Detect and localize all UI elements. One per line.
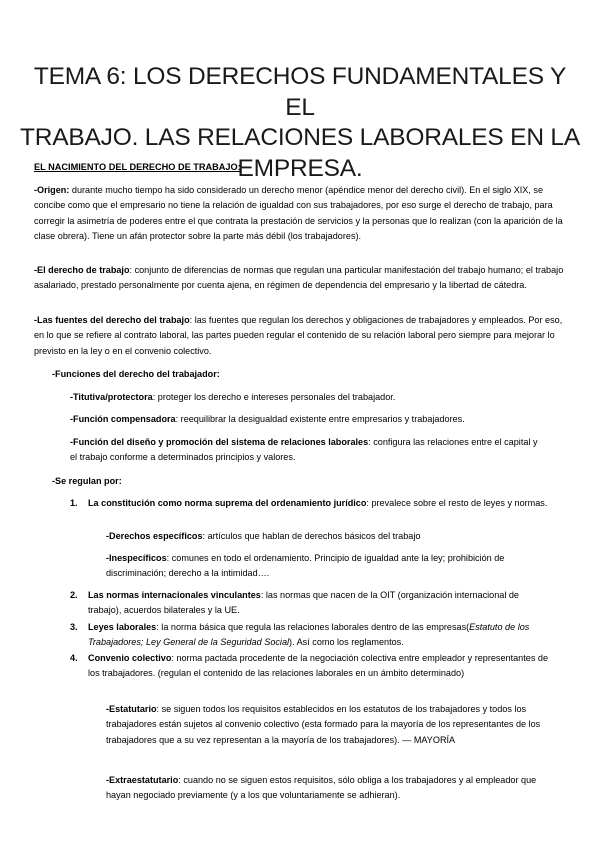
funcion-item: [70, 435, 540, 466]
sub-item: [106, 773, 542, 804]
list-item-label: Leyes laborales: [88, 622, 157, 632]
funciones-heading-text: -Funciones del derecho del trabajador:: [52, 369, 220, 379]
title-line: TEMA 6: LOS DERECHOS FUNDAMENTALES Y EL: [33, 63, 567, 121]
list-item-label: La constitución como norma suprema del ordenamiento jurídico: [88, 498, 367, 508]
paragraph-origen: [34, 183, 566, 245]
list-item-label: Convenio colectivo: [88, 653, 172, 663]
title-line: TRABAJO. LAS RELACIONES LABORALES EN LA: [20, 124, 580, 151]
sub-item: [106, 551, 558, 582]
fuentes-label: -Las fuentes del derecho del trabajo: [34, 315, 190, 325]
funcion-label: -Función compensadora: [70, 414, 176, 424]
list-item-text: : las normas que nacen de la OIT (organización internacional de trabajo), acuerdos bilaterales y la UE.: [88, 590, 519, 616]
sub-item-label: -Derechos específicos: [106, 531, 203, 541]
derecho-text: : conjunto de diferencias de normas que regulan una particular manifestación del trabajo humano; el trabajo asalariado, prestado personalmente por cuenta ajena, en régimen de dependencia del empresario y la libertad de cátedra.: [34, 265, 564, 291]
list-item-label: Las normas internacionales vinculantes: [88, 590, 261, 600]
section-heading: EL NACIMIENTO DEL DERECHO DE TRABAJO:: [34, 162, 241, 172]
funcion-item: [70, 390, 560, 405]
list-number: 3.: [70, 622, 78, 632]
list-item-italic: Estatuto de los Trabajadores; Ley General de la Seguridad Social: [88, 622, 530, 648]
funcion-label: -Titutiva/protectora: [70, 392, 153, 402]
funcion-item: [70, 412, 560, 427]
list-item-leyes: [88, 620, 554, 651]
sub-item: [106, 702, 562, 748]
list-item-text: : norma pactada procedente de la negociación colectiva entre empleador y representantes de los trabajadores. (regulan el contenido de las relaciones laborales en un ámbito determinado): [88, 653, 549, 679]
sub-item-text: : se siguen todos los requisitos establecidos en los estatutos de los trabajadores y todos los trabajadores están sujetos al convenio colectivo (esta formado para la mayoría de los representantes de los trabajadores que a su vez representan a la mayoría de los trabajadores). — MAYORÍA: [106, 704, 541, 745]
funcion-text: : configura las relaciones entre el capital y el trabajo conforme a determinados principios y valores.: [70, 437, 538, 463]
sub-item-text: : cuando no se siguen estos requisitos, sólo obliga a los trabajadores y al empleador que hayan negociado previamente (y a los que voluntariamente se adhieran).: [106, 775, 537, 801]
paragraph-fuentes: [34, 313, 566, 359]
origen-label: -Origen:: [34, 185, 70, 195]
sub-item-label: -Estatutario: [106, 704, 157, 714]
paragraph-derecho: [34, 263, 564, 294]
derecho-label: -El derecho de trabajo: [34, 265, 130, 275]
sub-item-text: : comunes en todo el ordenamiento. Principio de igualdad ante la ley; prohibición de discriminación; derecho a la intimidad….: [106, 553, 505, 579]
list-item-normas: [88, 588, 554, 619]
sub-item-label: -Extraestatutario: [106, 775, 179, 785]
regulan-heading-text: -Se regulan por:: [52, 476, 122, 486]
origen-text: durante mucho tiempo ha sido considerado un derecho menor (apéndice menor del derecho civil). En el siglo XIX, se concibe como que el empresario no tiene la relación de igualdad con sus trabajadores, por eso surge el derecho de trabajo, para corregir la asimetría de poderes entre el que contrata la prestación de servicios y la personas que lo realizan (con la aparición de la clase obrera). Tiene un afán protector sobre la parte más débil (los trabajadores).: [34, 185, 563, 242]
list-number: 1.: [70, 498, 78, 508]
funcion-text: : reequilibrar la desigualdad existente entre empresarios y trabajadores.: [175, 414, 465, 424]
sub-item-text: : artículos que hablan de derechos básicos del trabajo: [202, 531, 421, 541]
title-line: EMPRESA.: [237, 154, 363, 182]
list-item-constitucion: [88, 496, 558, 511]
fuentes-text: : las fuentes que regulan los derechos y obligaciones de trabajadores y empleados. Por eso, en lo que se refiere al contrato laboral, las partes pueden regular el contenido de su relación laboral pero siempre para mejorar lo previsto en la ley o en el convenio colectivo.: [34, 315, 563, 356]
funcion-text: : proteger los derecho e intereses personales del trabajador.: [152, 392, 396, 402]
funciones-heading: [52, 367, 552, 382]
list-number: 4.: [70, 653, 78, 663]
funcion-label: -Función del diseño y promoción del sistema de relaciones laborales: [70, 437, 369, 447]
list-item-convenio: [88, 651, 554, 682]
sub-item-label: -Inespecíficos: [106, 553, 167, 563]
regulan-heading: [52, 474, 352, 489]
list-item-text: ). Así como los reglamentos.: [289, 637, 404, 648]
sub-item: [106, 529, 546, 544]
list-item-text: : la norma básica que regula las relaciones laborales dentro de las empresas(: [156, 622, 470, 632]
list-item-text: : prevalece sobre el resto de leyes y normas.: [366, 498, 548, 508]
list-number: 2.: [70, 590, 78, 600]
